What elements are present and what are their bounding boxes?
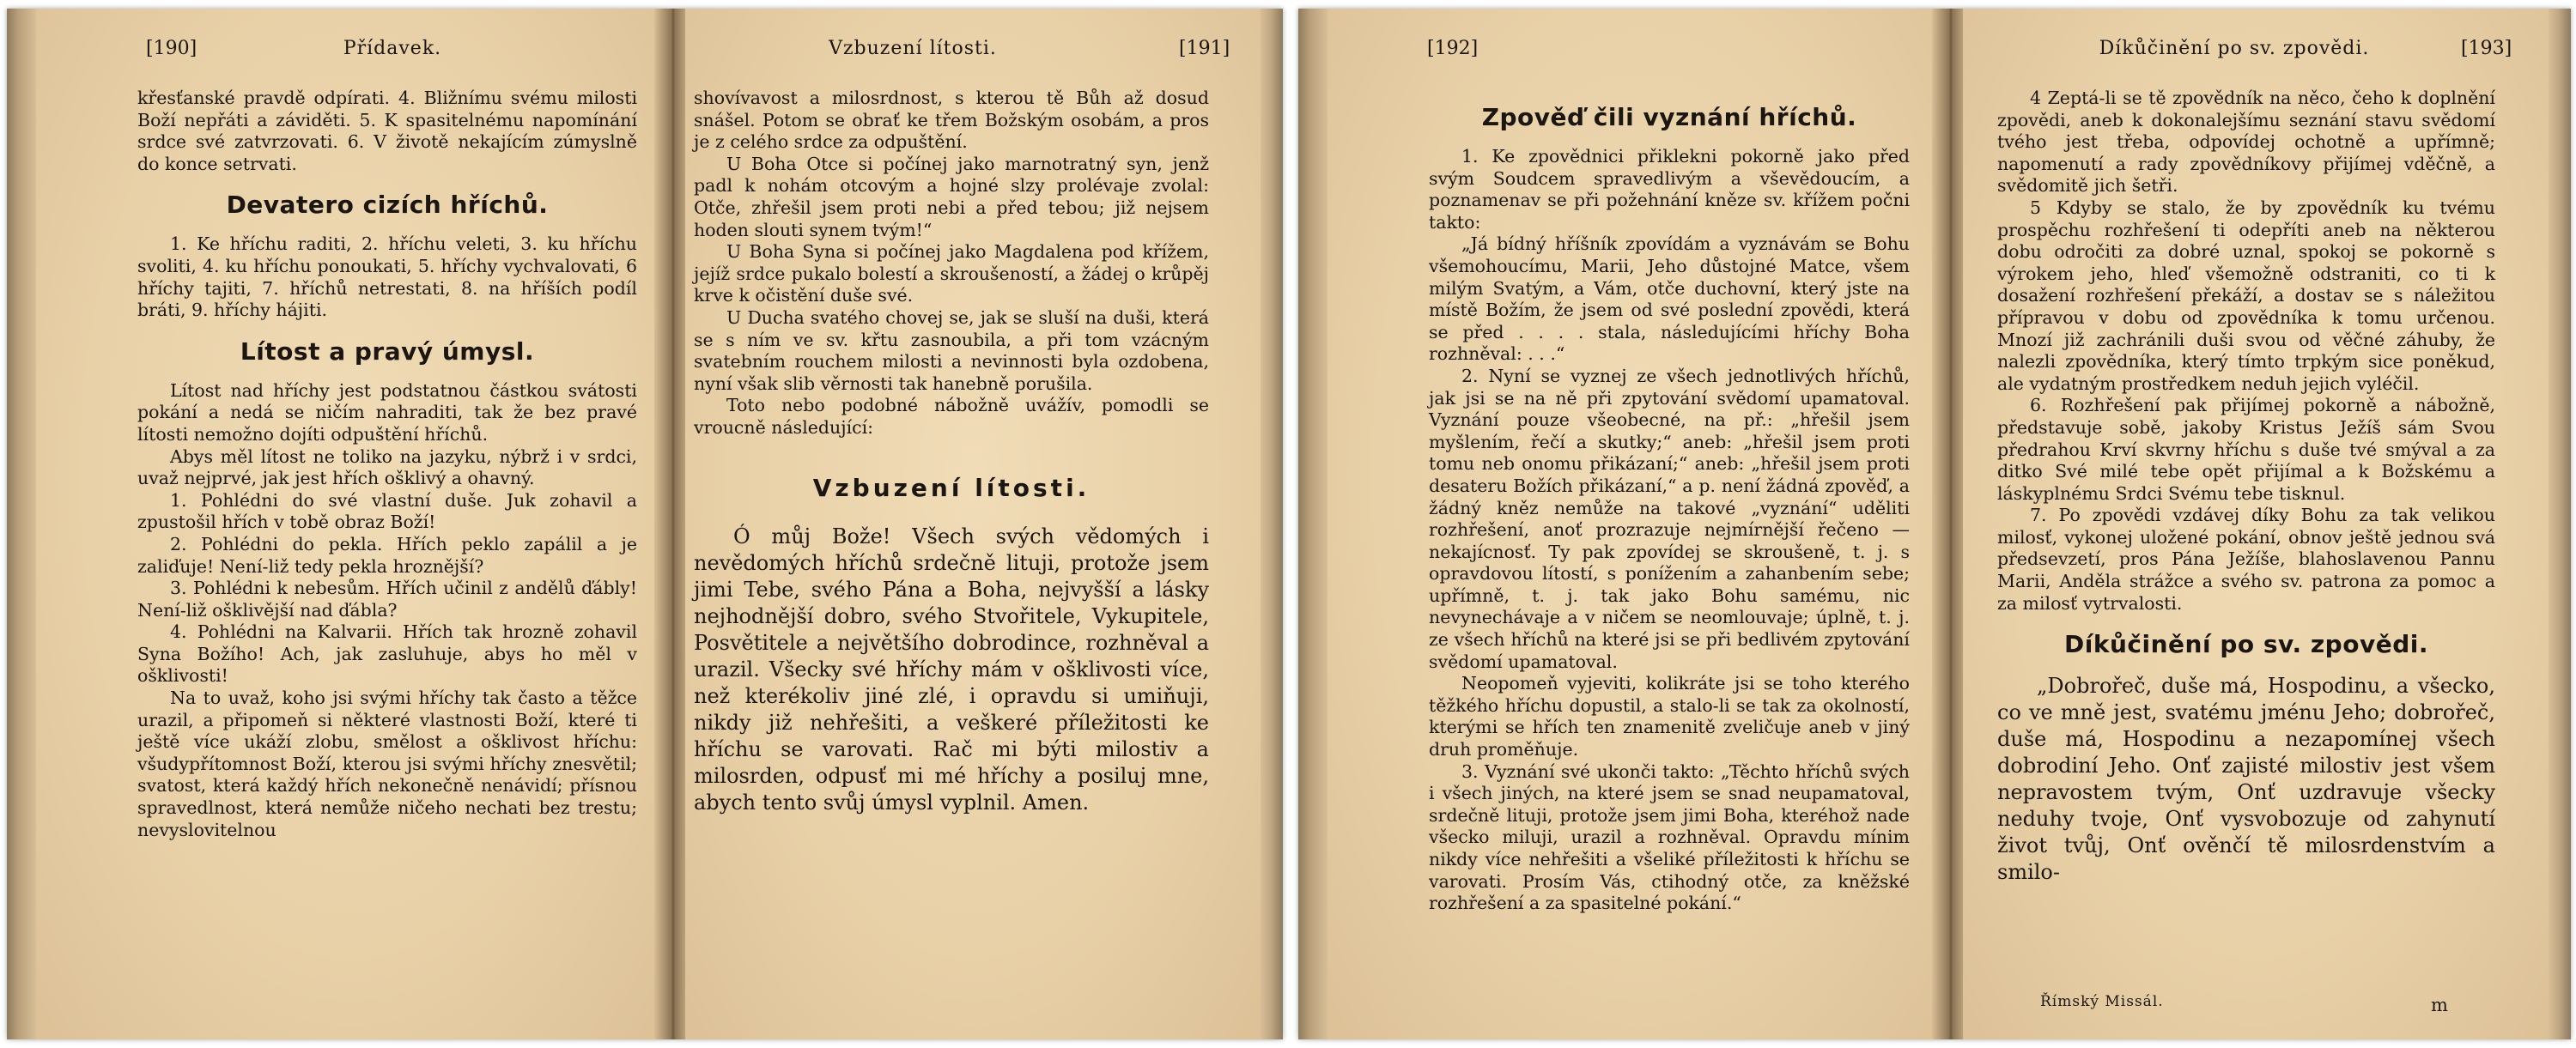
book-spread-left — [7, 9, 1283, 1039]
page-193 — [1963, 9, 2549, 1039]
page-number: [192] — [1427, 38, 1479, 59]
paragraph: 5 Kdyby se stalo, že by zpovědník ku tvému prospěchu rozhřešení ti odepříti aneb na některou dobu odročiti za dobré uznal, spokoj se pokorně s výrokem jeho, hleď všemožně odstraniti, co ti k dosažení rozhřešení překáží, a dostav se s náležitou přípravou v dobu od zpovědníka k tomu určenou. Mnozí již zachránili duši svou od věčné záhuby, že nalezli zpovědníka, který tímto trpkým sice poněkud, ale vydatným prostředkem neduh jejich vyléčil. — [1997, 197, 2495, 394]
paragraph: U Ducha svatého chovej se, jak se sluší na duši, která se s ním ve sv. křtu zasnoubila, a při tom vzácným svatebním rouchem milosti a nevinnosti byla ozdobena, nyní však slib věrnosti tak hanebně porušila. — [694, 306, 1209, 394]
running-title: Vzbuzení lítosti. — [829, 38, 997, 59]
running-title: Přídavek. — [343, 38, 442, 59]
prayer-text: Ó můj Bože! Všech svých vědomých i nevědomých hříchů srdečně lituji, protože jsem jimi Tebe, svého Pána a Boha, nejvyšší a lásky nejhodnější dobro, svého Stvořitele, Vykupitele, Posvětitele a největšího dobrodince, rozhněval a urazil. Všecky své hříchy mám v ošklivosti více, než kterékoliv jiné zlé, i opravdu si umiňuji, nikdy již nehřešiti, a veškeré příležitosti ke hříchu se varovati. Rač mi býti milostiv a milosrden, odpusť mi mé hříchy a posiluj mne, abych tento svůj úmysl vyplnil. Amen. — [694, 524, 1209, 815]
page-number: [190] — [146, 38, 197, 59]
page-190 — [36, 9, 663, 1039]
page-body — [1997, 88, 2495, 1014]
paragraph: 1. Ke zpovědnici přiklekni pokorně jako před svým Soudcem spravedlivým a vševědoucím, a poznamenav se při požehnání kněze sv. křížem počni takto: — [1429, 146, 1910, 233]
paragraph: 1. Pohlédni do své vlastní duše. Juk zohavil a zpustošil hřích v tobě obraz Boží! — [137, 489, 637, 533]
paragraph: 7. Po zpovědi vzdávej díky Bohu za tak velikou milosť, vykonej uložené pokání, obnov ještě jednou svá předsevzetí, pros Pána Ježíše, blahoslavenou Pannu Marii, Anděla strážce a svého sv. patrona za pomoc a za milosť vytrvalosti. — [1997, 505, 2495, 614]
page-192 — [1327, 9, 1954, 1039]
paragraph: 3. Pohlédni k nebesům. Hřích učinil z andělů ďábly! Není-liž ošklivější nad ďábla? — [137, 578, 637, 621]
paragraph: 1. Ke hříchu raditi, 2. hříchu veleti, 3. ku hříchu svoliti, 4. ku hříchu ponoukati, 5. hříchy vychvalovati, 6 hříchy tajiti, 7. hříchů netrestati, 8. na hříších podíl bráti, 9. hříchy hájiti. — [137, 233, 637, 321]
page-edges — [2549, 9, 2571, 1039]
section-heading: Díkůčinění po sv. zpovědi. — [2064, 630, 2428, 659]
paragraph: 4 Zeptá-li se tě zpovědník na něco, čeho k doplnění zpovědi, aneb k dokonalejšímu seznání stavu svědomí tvého jest třeba, odpovídej ochotně a upřímně; napomenutí a rady zpovědníkovy přijímej vděčně, a svědomitě jich šetři. — [1997, 88, 2495, 197]
paragraph: shovívavost a milosrdnost, s kterou tě Bůh až dosud snášel. Potom se obrať ke třem Božským osobám, a pros je z celého srdce za odpuštění. — [694, 88, 1209, 153]
page-header — [1963, 38, 2549, 72]
paragraph: Na to uvaž, koho jsi svými hříchy tak často a těžce urazil, a připomeň si některé vlastnosti Boží, které ti ještě více ukáží zlobu, smělost a ošklivost hříchu: všudypřítomnost Boží, kterou jsi svými hříchy znesvětil; svatost, která každý hřích nekonečně nenávidí; přísnou spravedlnost, která nemůže ničeho nechati bez trestu; nevyslovitelnou — [137, 688, 637, 840]
paragraph: Lítost nad hříchy jest podstatnou částkou svátosti pokání a nedá se ničím nahraditi, tak že bez pravé lítosti nemožno dojíti odpuštění hříchů. — [137, 379, 637, 445]
paragraph: U Boha Otce si počínej jako marnotratný syn, jenž padl k nohám otcovým a hojné slzy prolévaje zvolal: Otče, zhřešil jsem proti nebi a před tebou; již nejsem hoden slouti synem tvým!“ — [694, 153, 1209, 240]
paragraph: 6. Rozhřešení pak přijímej pokorně a nábožně, představuje sobě, jakoby Kristus Ježíš sám Svou předrahou Krví skvrny hříchu s duše tvé smýval a za ditko Své milé tebe opět přijímal a k Božskému a láskyplnému Srdci Svému tebe tisknul. — [1997, 395, 2495, 504]
section-heading: Devatero cizích hříchů. — [226, 191, 549, 220]
page-191 — [685, 9, 1261, 1039]
paragraph: 3. Vyznání své ukonči takto: „Těchto hříchů svých i všech jiných, na které jsem se snad neupamatoval, srdečně lituji, protože jsem jimi Boha, kteréhož nade všecko miluji, urazil a rozhněval. Opravdu mínim nikdy více nehřešiti a všeliké příležitosti k hříchu se varovati. Prosím Vás, ctihodný otče, za kněžské rozhřešení a za spasitelné pokání.“ — [1429, 760, 1910, 914]
page-number: [193] — [2461, 38, 2512, 59]
section-heading: Zpověď čili vyznání hříchů. — [1481, 103, 1857, 131]
page-body — [1429, 88, 1910, 1014]
paragraph: 4. Pohlédni na Kalvarii. Hřích tak hrozně zohavil Syna Božího! Ach, jak zasluhuje, abys ho měl v ošklivosti! — [137, 621, 637, 687]
page-number: [191] — [1179, 38, 1230, 59]
section-heading: Vzbuzení lítosti. — [812, 473, 1091, 502]
prayer-block — [1997, 673, 2495, 886]
prayer-block — [694, 524, 1209, 816]
prayer-text: „Dobrořeč, duše má, Hospodinu, a všecko, co ve mně jest, svatému jménu Jeho; dobrořeč, duše má, Hospodinu a nezapomínej všech dobrodiní Jeho. Onť zajisté milostiv jest všem nepravostem tvým, Onť uzdravuje všecky neduhy tvoje, Onť vysvobozuje od zahynutí život tvůj, Onť ověnčí tě milosrdenstvím a smilo- — [1997, 674, 2495, 885]
page-edges — [1298, 9, 1327, 1039]
section-heading: Lítost a pravý úmysl. — [240, 336, 535, 366]
page-header — [1327, 38, 1954, 72]
signature-footer: Římský Missál. — [2040, 993, 2164, 1010]
page-body — [137, 88, 637, 1014]
page-edges — [1261, 9, 1283, 1039]
running-title: Díkůčinění po sv. zpovědi. — [2099, 38, 2370, 59]
paragraph: Neopomeň vyjeviti, kolikráte jsi se toho kterého těžkého hříchu dopustil, a stalo-li se tak za okolností, kterými se hřích ten znamenitě zveličuje aneb v jiný druh proměňuje. — [1429, 673, 1910, 760]
paragraph: 2. Pohlédni do pekla. Hřích peklo zapálil a je zaliďuje! Není-liž tedy pekla hroznější? — [137, 533, 637, 577]
paragraph: křesťanské pravdě odpírati. 4. Bližnímu svému milosti Boží nepřáti a záviděti. 5. K spasitelnému napomínání srdce své zatvrzovati. 6. V životě nekajícím zúmyslně do konce setrvati. — [137, 88, 637, 174]
page-header — [685, 38, 1261, 72]
paragraph: „Já bídný hříšník zpovídám a vyznávám se Bohu všemohoucímu, Marii, Jeho důstojné Matce, všem milým Svatým, a Vám, otče duchovní, který jste na místě Božím, že jsem od své poslední zpovědi, která se před . . . . stala, následujícími hříchy Boha rozhněval: . . .“ — [1429, 233, 1910, 365]
book-spread-right — [1298, 9, 2571, 1039]
paragraph: Toto nebo podobné nábožně uvážív, pomodli se vroucně následující: — [694, 395, 1209, 438]
page-body — [694, 88, 1209, 1014]
paragraph: Abys měl lítost ne toliko na jazyku, nýbrž i v srdci, uvaž nejprvé, jak jest hřích ošklivý a ohavný. — [137, 445, 637, 489]
page-edges — [7, 9, 36, 1039]
signature-mark: m — [2431, 995, 2448, 1015]
paragraph: 2. Nyní se vyznej ze všech jednotlivých hříchů, jak jsi se na ně při zpytování svědomí upamatoval. Vyznání pouze všeobecné, na př.: „hřešil jsem myšlením, řečí a skutky;“ aneb: „hřešil jsem proti tomu neb onomu přikázaní;“ aneb: „hřešil jsem proti desateru Božích přikázaní,“ a p. není žádná zpověď, a žádný kněz nemůže na takové „vyznání“ uděliti rozhřešení, anoť prozrazuje nejmírnější řečeno — nekajícnosť. Ty pak zpovídej se skroušeně, t. j. s opravdovou lítostí, s ponížením a zahanbením sebe; upřímně, t. j. tak jako Bohu samému, nic nevynechávaje a v ničem se neomlouvaje; úplně, t. j. ze všech hříchů na které jsi se při bedlivém zpytování svědomí upamatoval. — [1429, 365, 1910, 672]
paragraph: U Boha Syna si počínej jako Magdalena pod křížem, jejíž srdce pukalo bolestí a skroušeností, a žádej o krůpěj krve k očistění duše své. — [694, 241, 1209, 306]
page-header — [36, 38, 663, 72]
